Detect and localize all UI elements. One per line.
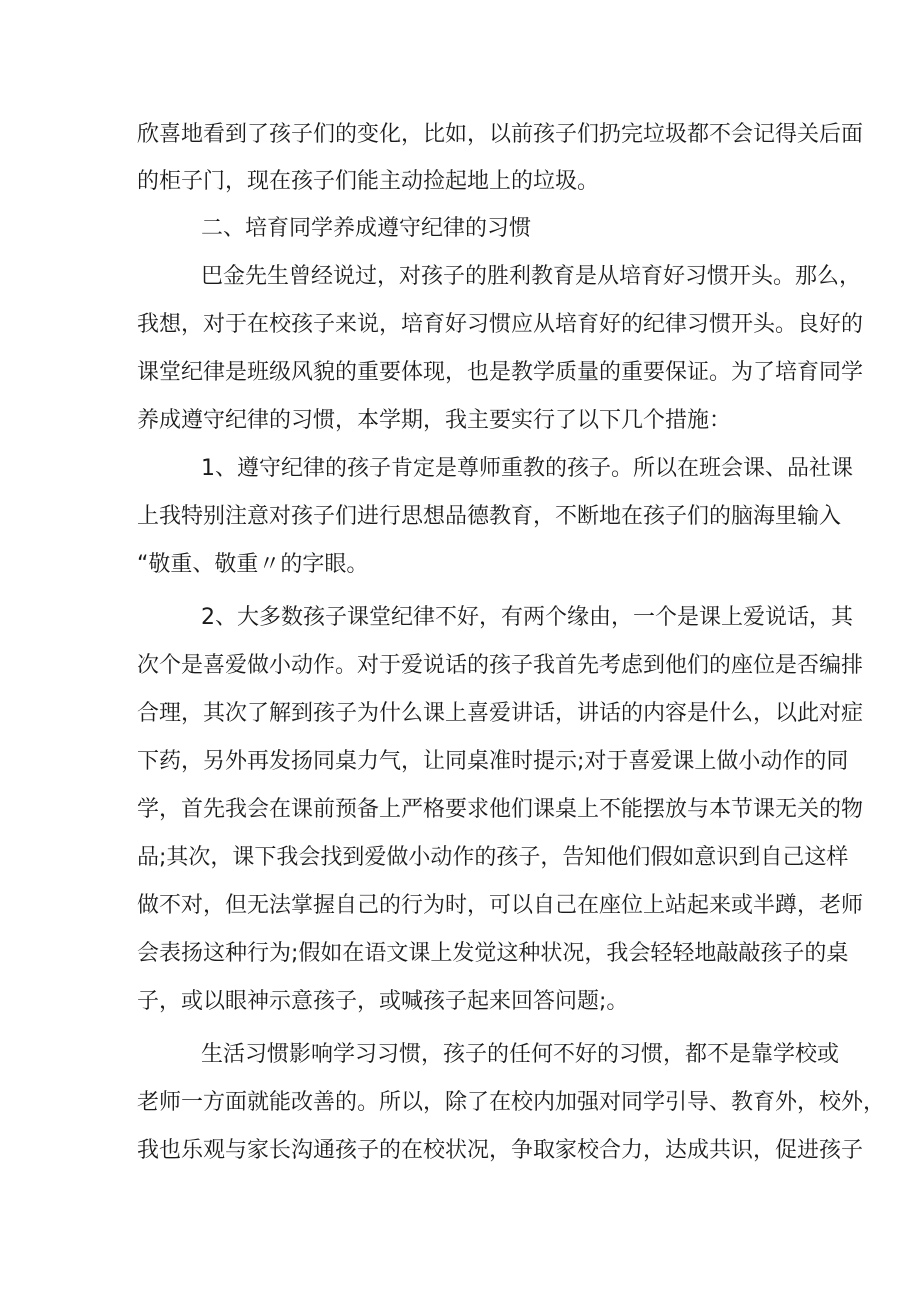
text-line: 次个是喜爱做小动作。对于爱说话的孩子我首先考虑到他们的座位是否编排 [137, 653, 864, 678]
text-line: 的柜子门，现在孩子们能主动捡起地上的垃圾。 [137, 169, 600, 194]
text-line: 下药，另外再发扬同桌力气，让同桌准时提示;对于喜爱课上做小动作的同 [137, 749, 849, 774]
text-line: 做不对，但无法掌握自己的行为时，可以自己在座位上站起来或半蹲，老师 [137, 893, 864, 918]
text-line: 学，首先我会在课前预备上严格要求他们课桌上不能摆放与本节课无关的物 [137, 797, 864, 822]
text-line: 品;其次，课下我会找到爱做小动作的孩子，告知他们假如意识到自己这样 [137, 845, 849, 870]
text-line: 养成遵守纪律的习惯，本学期，我主要实行了以下几个措施： [137, 408, 732, 433]
text-line: “敬重、敬重〃的字眼。 [137, 552, 369, 577]
text-line: 子，或以眼神示意孩子，或喊孩子起来回答问题;。 [137, 989, 629, 1014]
text-line: 上我特别注意对孩子们进行思想品德教育，不断地在孩子们的脑海里输入 [137, 504, 842, 529]
text-line: 合理，其次了解到孩子为什么课上喜爱讲话，讲话的内容是什么，以此对症 [137, 701, 864, 726]
text-line: 课堂纪律是班级风貌的重要体现，也是教学质量的重要保证。为了培育同学 [137, 360, 864, 385]
text-line: 2、大多数孩子课堂纪律不好，有两个缘由，一个是课上爱说话，其 [201, 605, 853, 630]
section-heading: 二、培育同学养成遵守纪律的习惯 [201, 216, 532, 241]
text-line: 我想，对于在校孩子来说，培育好习惯应从培育好的纪律习惯开头。良好的 [137, 312, 864, 337]
text-line: 欣喜地看到了孩子们的变化，比如，以前孩子们扔完垃圾都不会记得关后面 [137, 122, 864, 147]
text-line: 1、遵守纪律的孩子肯定是尊师重教的孩子。所以在班会课、品社课 [201, 456, 853, 481]
text-line: 老师一方面就能改善的。所以，除了在校内加强对同学引导、教育外，校外， [137, 1090, 886, 1115]
text-line: 巴金先生曾经说过，对孩子的胜利教育是从培育好习惯开头。那么， [201, 264, 862, 289]
text-line: 会表扬这种行为;假如在语文课上发觉这种状况，我会轻轻地敲敲孩子的桌 [137, 941, 849, 966]
text-line: 生活习惯影响学习习惯，孩子的任何不好的习惯，都不是靠学校或 [201, 1042, 840, 1067]
text-line: 我也乐观与家长沟通孩子的在校状况，争取家校合力，达成共识，促进孩子 [137, 1138, 864, 1163]
